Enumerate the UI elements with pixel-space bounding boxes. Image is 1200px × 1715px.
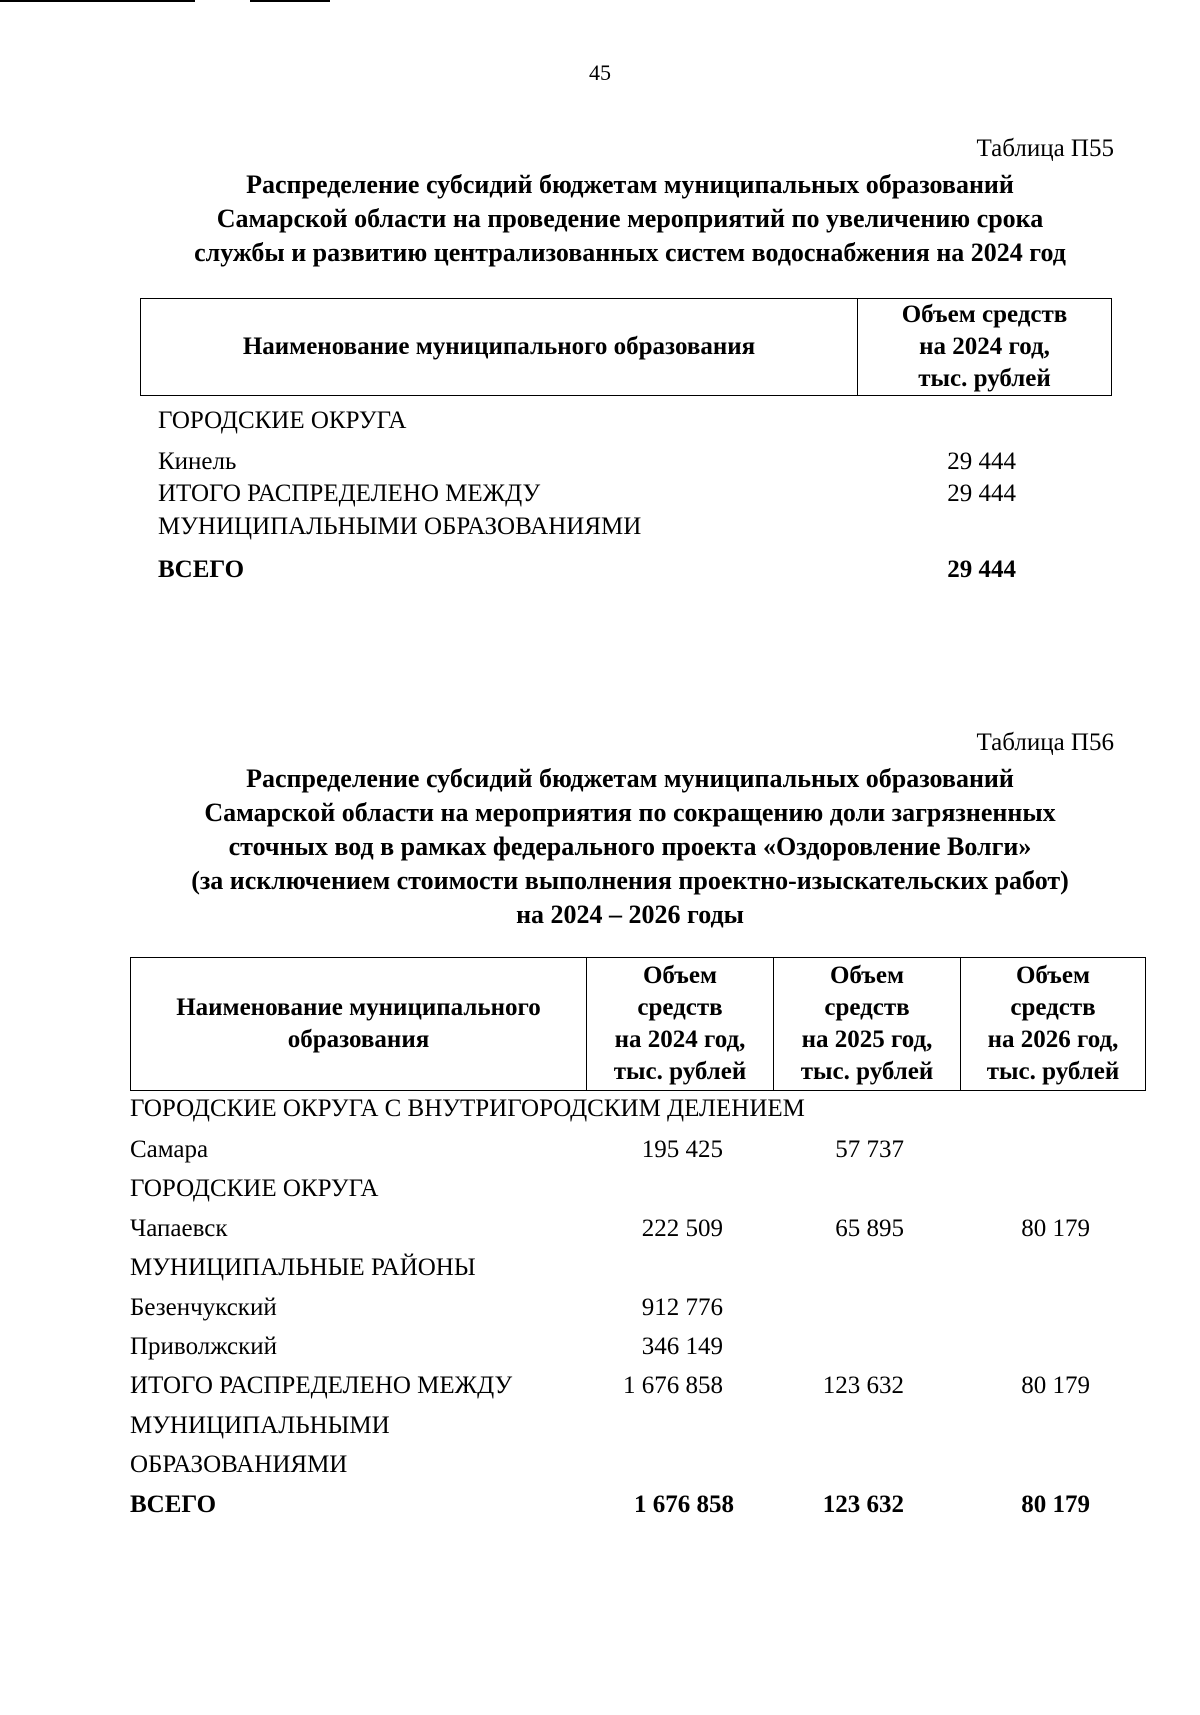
table-header: [130, 957, 1146, 1091]
total-distributed-label: МУНИЦИПАЛЬНЫМИ ОБРАЗОВАНИЯМИ: [158, 513, 642, 540]
grand-total-value: 29 444: [947, 556, 1016, 583]
title-line: Самарской области на проведение мероприятий по увеличению срока: [216, 204, 1044, 233]
title-line: сточных вод в рамках федерального проекта «Оздоровление Волги»: [228, 832, 1032, 861]
header-text: Объем: [1015, 962, 1091, 989]
header-name: Наименование муниципального образования: [242, 333, 756, 360]
total-distributed-label: ИТОГО РАСПРЕДЕЛЕНО МЕЖДУ: [130, 1372, 513, 1399]
row-name: Самара: [130, 1136, 209, 1163]
value-2024: 1 676 858: [634, 1491, 734, 1518]
header-text: Наименование муниципального: [176, 994, 541, 1021]
scan-artifact-line: [0, 0, 195, 2]
title-line: Распределение субсидий бюджетам муниципальных образований: [246, 170, 1014, 199]
header-text: на 2024 год,: [919, 333, 1050, 360]
title-line: службы и развитию централизованных систем водоснабжения на 2024 год: [194, 238, 1066, 267]
header-text: средств: [824, 994, 910, 1021]
row-name: Кинель: [158, 448, 237, 475]
title-line: Распределение субсидий бюджетам муниципальных образований: [246, 764, 1014, 793]
header-text: тыс. рублей: [918, 365, 1051, 392]
total-distributed-value: 29 444: [947, 480, 1016, 507]
value-2024: 912 776: [641, 1294, 723, 1321]
header-text: Объем: [829, 962, 905, 989]
grand-total-label: ВСЕГО: [158, 556, 245, 583]
value-2025: 57 737: [835, 1136, 904, 1163]
row-name: Безенчукский: [130, 1294, 277, 1321]
table-label: Таблица П55: [976, 135, 1114, 162]
header-text: средств: [1010, 994, 1096, 1021]
header-2026-cell: [960, 958, 1145, 1090]
section-city-districts: ГОРОДСКИЕ ОКРУГА: [130, 1175, 379, 1202]
total-distributed-label: ИТОГО РАСПРЕДЕЛЕНО МЕЖДУ: [158, 480, 541, 507]
section-intra-city: ГОРОДСКИЕ ОКРУГА С ВНУТРИГОРОДСКИМ ДЕЛЕНИЕМ: [130, 1095, 805, 1122]
row-value: 29 444: [947, 448, 1016, 475]
value-2024: 195 425: [641, 1136, 723, 1163]
total-distributed-label: ОБРАЗОВАНИЯМИ: [130, 1451, 348, 1478]
header-text: средств: [637, 994, 723, 1021]
value-2026: 80 179: [1021, 1491, 1090, 1518]
table-title: [140, 762, 1120, 932]
header-text: тыс. рублей: [800, 1058, 934, 1085]
header-text: тыс. рублей: [986, 1058, 1120, 1085]
title-line: на 2024 – 2026 годы: [516, 900, 744, 929]
row-name: Приволжский: [130, 1333, 278, 1360]
value-2024: 346 149: [641, 1333, 723, 1360]
total-distributed-label: МУНИЦИПАЛЬНЫМИ: [130, 1412, 390, 1439]
header-text: на 2026 год,: [987, 1026, 1119, 1053]
scan-artifact-line: [250, 0, 330, 2]
header-2025-cell: [773, 958, 960, 1090]
page-number: 45: [589, 60, 611, 85]
header-2024-cell: [586, 958, 773, 1090]
title-line: (за исключением стоимости выполнения проектно-изыскательских работ): [191, 866, 1069, 895]
value-2024: 222 509: [641, 1215, 723, 1242]
header-name-cell: [131, 958, 586, 1090]
header-2024-cell: [857, 299, 1111, 395]
value-2026: 80 179: [1021, 1215, 1090, 1242]
value-2026: 80 179: [1021, 1372, 1090, 1399]
value-2025: 123 632: [822, 1372, 904, 1399]
section-city-districts: ГОРОДСКИЕ ОКРУГА: [158, 407, 407, 434]
header-text: Объем: [642, 962, 718, 989]
title-line: Самарской области на мероприятия по сокращению доли загрязненных: [204, 798, 1056, 827]
table-label: Таблица П56: [976, 729, 1114, 756]
row-name: Чапаевск: [130, 1215, 228, 1242]
section-municipal-districts: МУНИЦИПАЛЬНЫЕ РАЙОНЫ: [130, 1254, 476, 1281]
value-2024: 1 676 858: [623, 1372, 723, 1399]
header-text: образования: [287, 1026, 430, 1053]
table-header: [140, 298, 1112, 396]
grand-total-label: ВСЕГО: [130, 1491, 217, 1518]
value-2025: 65 895: [835, 1215, 904, 1242]
header-text: на 2024 год,: [614, 1026, 746, 1053]
header-name-cell: [141, 299, 857, 395]
header-text: на 2025 год,: [801, 1026, 933, 1053]
header-text: Объем средств: [901, 301, 1068, 328]
value-2025: 123 632: [822, 1491, 904, 1518]
table-title: [140, 168, 1120, 270]
header-text: тыс. рублей: [613, 1058, 747, 1085]
